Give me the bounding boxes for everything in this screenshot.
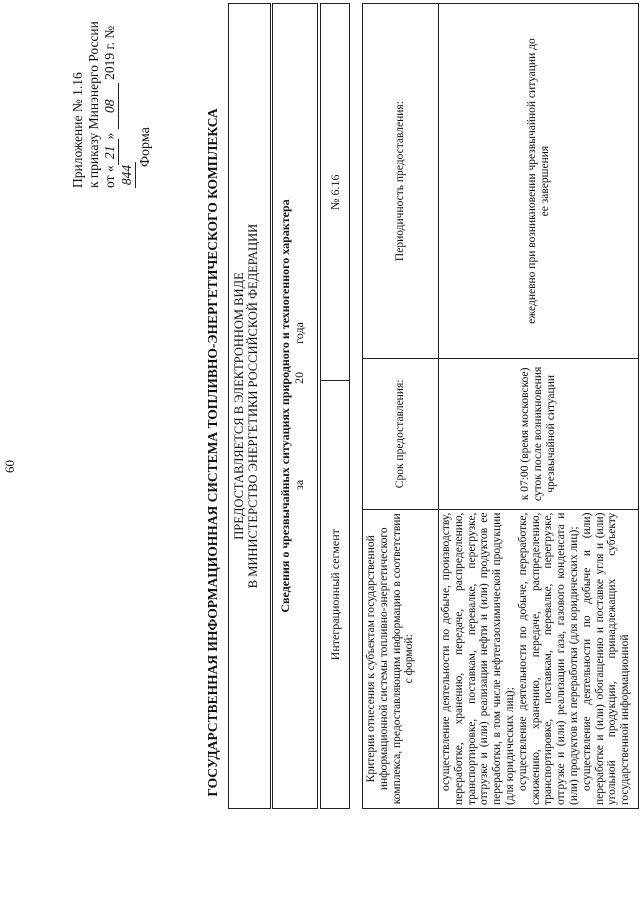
header-criteria: Критерии отнесения к субъектам государственной информационной системы топливно-энергетического комплекса, предоставляющим информацию в соответствии с формой: [363, 509, 439, 808]
annex-block [70, 8, 136, 188]
report-period: за 20 года [292, 322, 306, 490]
annex-line-1: Приложение № 1.16 [70, 72, 85, 188]
annex-line-3: от «21» 08 2019 г. №844 [102, 25, 134, 188]
header-periodicity: Периодичность предоставления: [363, 4, 439, 359]
criteria-item-gas: осуществление деятельности по добыче, переработке, сжижению, хранению, передаче, распределению, транспортировке, поставкам, перевалке, перегрузке, отгрузке и (или) реализации газа, газового конденсата и (или) продуктов их переработки (для юридических лиц); [516, 512, 580, 805]
submission-cell [229, 4, 271, 809]
segment-number: № 6.16 [321, 4, 350, 381]
segment-label: Интеграционный сегмент [321, 381, 350, 809]
segment-table [320, 3, 350, 809]
criteria-body [439, 509, 639, 808]
annex-number: 844 [119, 162, 136, 188]
criteria-item-oil: осуществление деятельности по добыче, производству, переработке, хранению, передаче, распределению, транспортировке, поставкам, перевалке, перегрузке, отгрузке и (или) реализации нефти и (или) продуктов ее переработки, в том числе нефтегазохимической продукции (для юридических лиц); [440, 512, 516, 805]
annex-line-2: к приказу Минэнерго России [86, 21, 101, 188]
annex-month: 08 [102, 83, 119, 129]
report-title: Сведения о чрезвычайных ситуациях природного и техногенного характера [278, 199, 292, 613]
form-label: Форма [138, 127, 153, 167]
periodicity-value: ежедневно при возникновении чрезвычайной ситуации до ее завершения [439, 4, 639, 359]
report-title-cell [273, 4, 318, 809]
submission-line-1: ПРЕДОСТАВЛЯЕТСЯ В ЭЛЕКТРОННОМ ВИДЕ [232, 272, 246, 540]
main-title: ГОСУДАРСТВЕННАЯ ИНФОРМАЦИОННАЯ СИСТЕМА ТОПЛИВНО-ЭНЕРГЕТИЧЕСКОГО КОМПЛЕКСА [205, 108, 220, 797]
annex-day: 21 [102, 139, 119, 165]
header-deadline: Срок предоставления: [363, 359, 439, 509]
submission-line-2: В МИНИСТЕРСТВО ЭНЕРГЕТИКИ РОССИЙСКОЙ ФЕДЕРАЦИИ [246, 223, 260, 589]
criteria-table [362, 3, 639, 809]
page-number: 60 [2, 460, 17, 473]
criteria-item-coal: осуществление деятельности по добыче и (или) переработке и (или) обогащению и поставке угля и (или) угольной продукции, принадлежащих субъекту государственной информационной [580, 512, 632, 805]
submission-box [228, 3, 271, 809]
report-title-box [272, 3, 318, 809]
deadline-value: к 07:00 (время московское) суток после возникновения чрезвычайной ситуации [439, 359, 639, 509]
